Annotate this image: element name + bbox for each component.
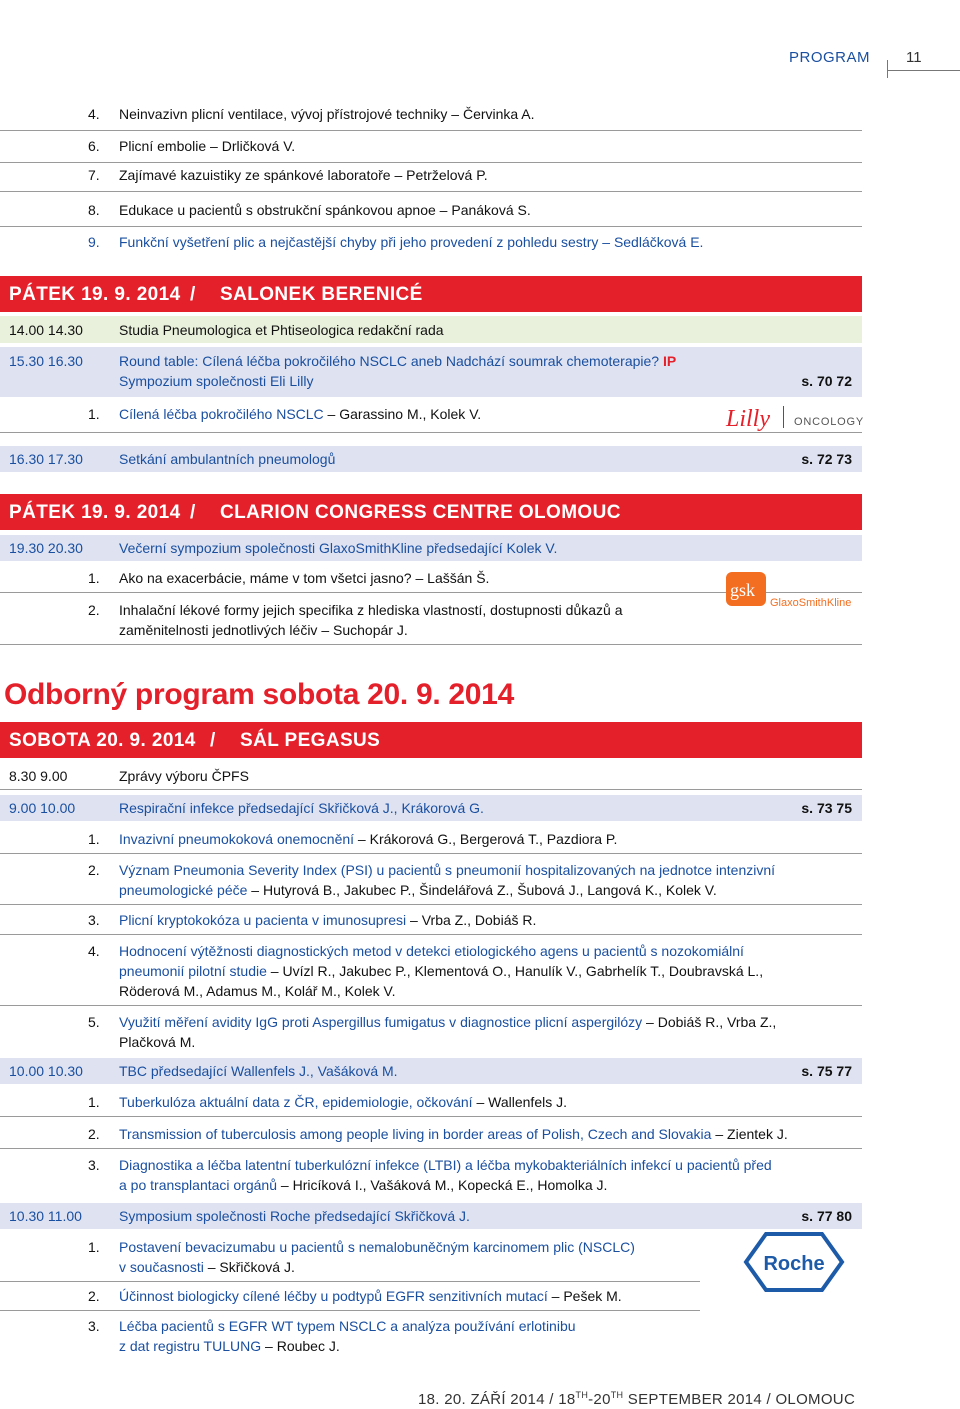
- list-item: [0, 136, 862, 163]
- gsk-name: GlaxoSmithKline: [770, 597, 852, 609]
- band-slash: /: [210, 730, 216, 751]
- item-text: Význam Pneumonia Severity Index (PSI) u pacientů s pneumonií hospitalizovaných na jednotce intenzivní: [119, 862, 776, 878]
- session-row: [0, 795, 862, 821]
- item-text-cont: Röderová M., Adamus M., Kolář M., Kolek V.: [119, 983, 396, 999]
- page-ref: s. 73 75: [801, 800, 852, 816]
- item-text: Plicní kryptokokóza u pacienta v imunosupresi – Vrba Z., Dobiáš R.: [119, 912, 537, 928]
- item-text-cont: pneumologické péče – Hutyrová B., Jakubec P., Šindelářová Z., Šubová J., Langová K., Kolek V.: [119, 882, 717, 898]
- session-title: Studia Pneumologica et Phtiseologica redakční rada: [119, 322, 444, 338]
- item-number: 4.: [88, 106, 100, 122]
- item-text: Neinvazivn plicní ventilace, vývoj přístrojové techniky – Červinka A.: [119, 106, 535, 122]
- list-item: [0, 104, 862, 131]
- item-text: Zajímavé kazuistiky ze spánkové laboratoře – Petrželová P.: [119, 167, 488, 183]
- list-item: [0, 1010, 862, 1056]
- page-ref: s. 75 77: [801, 1063, 852, 1079]
- session-row: [0, 1058, 862, 1084]
- item-text-cont: z dat registru TULUNG – Roubec J.: [119, 1338, 340, 1354]
- header-rule: [887, 70, 960, 71]
- band-place: CLARION CONGRESS CENTRE OLOMOUC: [220, 502, 621, 523]
- list-item: [0, 827, 862, 854]
- page-ref: s. 70 72: [801, 373, 852, 389]
- session-row: [0, 316, 862, 343]
- session-title: Respirační infekce předsedající Skřičková J., Krákorová G.: [119, 800, 484, 816]
- list-item: [0, 1153, 862, 1199]
- session-title: Round table: Cílená léčba pokročilého NSCLC aneb Nadchází soumrak chemoterapie? IP: [119, 353, 677, 369]
- band-slash: /: [190, 502, 196, 523]
- item-number: 1.: [88, 570, 100, 586]
- session-row: [0, 763, 862, 790]
- session-title: Večerní sympozium společnosti GlaxoSmithKline předsedající Kolek V.: [119, 540, 558, 556]
- item-text-cont: v současnosti – Skřičková J.: [119, 1259, 295, 1275]
- item-number: 6.: [88, 138, 100, 154]
- gsk-logo: [726, 568, 856, 612]
- item-text: Diagnostika a léčba latentní tuberkulózní infekce (LTBI) a léčba mykobakteriálních infekcí u pacientů před: [119, 1157, 772, 1173]
- list-item: [0, 1284, 700, 1311]
- item-text: Hodnocení výtěžnosti diagnostických metod v detekci etiologického agens u pacientů s nozokomiální: [119, 943, 744, 959]
- band-date: PÁTEK 19. 9. 2014: [9, 284, 181, 305]
- item-text-cont: zaměnitelnosti jednotlivých léčiv – Suchopár J.: [119, 622, 408, 638]
- section-band: [0, 494, 862, 530]
- session-time: 10.30 11.00: [9, 1208, 82, 1224]
- band-place: SALONEK BERENICÉ: [220, 284, 423, 305]
- item-text: Léčba pacientů s EGFR WT typem NSCLC a analýza používání erlotinibu: [119, 1318, 576, 1334]
- lilly-oncology-logo: [726, 402, 864, 436]
- item-text: Využití měření avidity IgG proti Aspergillus fumigatus v diagnostice plicní aspergilózy – Dobiáš R., Vrba Z.,: [119, 1014, 777, 1030]
- item-text: Cílená léčba pokročilého NSCLC – Garassino M., Kolek V.: [119, 406, 482, 422]
- session-time: 16.30 17.30: [9, 451, 83, 467]
- gsk-mark: gsk: [730, 580, 756, 600]
- item-text: Edukace u pacientů s obstrukční spánkovou apnoe – Panáková S.: [119, 202, 531, 218]
- item-text: Transmission of tuberculosis among people living in border areas of Polish, Czech and Slovakia – Zientek J.: [119, 1126, 788, 1142]
- item-text: Funkční vyšetření plic a nejčastější chyby při jeho provedení z pohledu sestry – Sedláčková E.: [119, 234, 704, 250]
- item-text: Plicní embolie – Drličková V.: [119, 138, 296, 154]
- item-number: 2.: [88, 862, 100, 878]
- item-number: 5.: [88, 1014, 100, 1030]
- list-item: [0, 1235, 700, 1282]
- day-title: Odborný program sobota 20. 9. 2014: [4, 678, 514, 711]
- list-item: [0, 858, 862, 905]
- list-item: [0, 1090, 862, 1117]
- session-row: [0, 1203, 862, 1229]
- list-item: [0, 165, 862, 192]
- item-text-cont: pneumonií pilotní studie – Uvízl R., Jakubec P., Klementová O., Hanulík V., Gabrhelík T., Doubravská L.,: [119, 963, 764, 979]
- list-item: [0, 908, 862, 935]
- item-number: 7.: [88, 167, 100, 183]
- session-time: 10.00 10.30: [9, 1063, 83, 1079]
- list-item: [0, 1122, 862, 1149]
- item-text: Invazivní pneumokoková onemocnění – Krákorová G., Bergerová T., Pazdiora P.: [119, 831, 618, 847]
- page-ref: s. 72 73: [801, 451, 852, 467]
- item-number: 4.: [88, 943, 100, 959]
- item-text: Postavení bevacizumabu u pacientů s nemalobuněčným karcinomem plic (NSCLC): [119, 1239, 635, 1255]
- lilly-wordmark: Lilly: [726, 406, 771, 432]
- oncology-label: ONCOLOGY: [794, 416, 864, 428]
- session-row: [0, 347, 862, 397]
- session-title: Setkání ambulantních pneumologů: [119, 451, 336, 467]
- band-slash: /: [190, 284, 196, 305]
- item-number: 2.: [88, 602, 100, 618]
- session-subtitle: Sympozium společnosti Eli Lilly: [119, 373, 314, 389]
- item-number: 1.: [88, 1094, 100, 1110]
- list-item: [0, 200, 862, 227]
- footer-event-dates: 18. 20. ZÁŘÍ 2014 / 18TH-20TH SEPTEMBER 2014 / OLOMOUC: [418, 1390, 856, 1408]
- session-time: 19.30 20.30: [9, 540, 83, 556]
- item-text: Účinnost biologicky cílené léčby u podtypů EGFR senzitivních mutací – Pešek M.: [119, 1288, 622, 1304]
- page-number: 11: [906, 49, 922, 66]
- item-number: 3.: [88, 912, 100, 928]
- item-text: Tuberkulóza aktuální data z ČR, epidemiologie, očkování – Wallenfels J.: [119, 1094, 567, 1110]
- item-number: 2.: [88, 1126, 100, 1142]
- item-number: 1.: [88, 831, 100, 847]
- item-number: 3.: [88, 1318, 100, 1334]
- item-text: Inhalační lékové formy jejich specifika z hlediska vlastností, dostupnosti důkazů a: [119, 602, 623, 618]
- session-row: [0, 446, 862, 472]
- session-time: 14.00 14.30: [9, 322, 83, 338]
- item-text: Ako na exacerbácie, máme v tom všetci jasno? – Laššán Š.: [119, 570, 490, 586]
- item-text-cont: Plačková M.: [119, 1034, 196, 1050]
- session-time: 8.30 9.00: [9, 768, 68, 784]
- item-number: 2.: [88, 1288, 100, 1304]
- section-label: PROGRAM: [789, 49, 871, 66]
- section-band: [0, 276, 862, 312]
- section-band: [0, 722, 862, 758]
- roche-logo: [744, 1232, 844, 1292]
- session-title: Symposium společnosti Roche předsedající Skřičková J.: [119, 1208, 470, 1224]
- session-row: [0, 535, 862, 561]
- item-number: 3.: [88, 1157, 100, 1173]
- list-item: [0, 939, 862, 1006]
- item-number: 1.: [88, 1239, 100, 1255]
- item-number: 1.: [88, 406, 100, 422]
- session-time: 15.30 16.30: [9, 353, 83, 369]
- item-text-cont: a po transplantaci orgánů – Hricíková I., Vašáková M., Kopecká E., Homolka J.: [119, 1177, 608, 1193]
- roche-wordmark: Roche: [763, 1253, 825, 1275]
- page-ref: s. 77 80: [801, 1208, 852, 1224]
- session-time: 9.00 10.00: [9, 800, 76, 816]
- list-item: [0, 232, 862, 258]
- band-date: SOBOTA 20. 9. 2014: [9, 730, 196, 751]
- session-title: TBC předsedající Wallenfels J., Vašáková M.: [119, 1063, 398, 1079]
- list-item: [0, 1314, 700, 1360]
- band-date: PÁTEK 19. 9. 2014: [9, 502, 181, 523]
- session-title: Zprávy výboru ČPFS: [119, 768, 249, 784]
- band-place: SÁL PEGASUS: [240, 730, 381, 751]
- header-divider: [887, 60, 888, 78]
- item-number: 8.: [88, 202, 100, 218]
- item-number: 9.: [88, 234, 100, 250]
